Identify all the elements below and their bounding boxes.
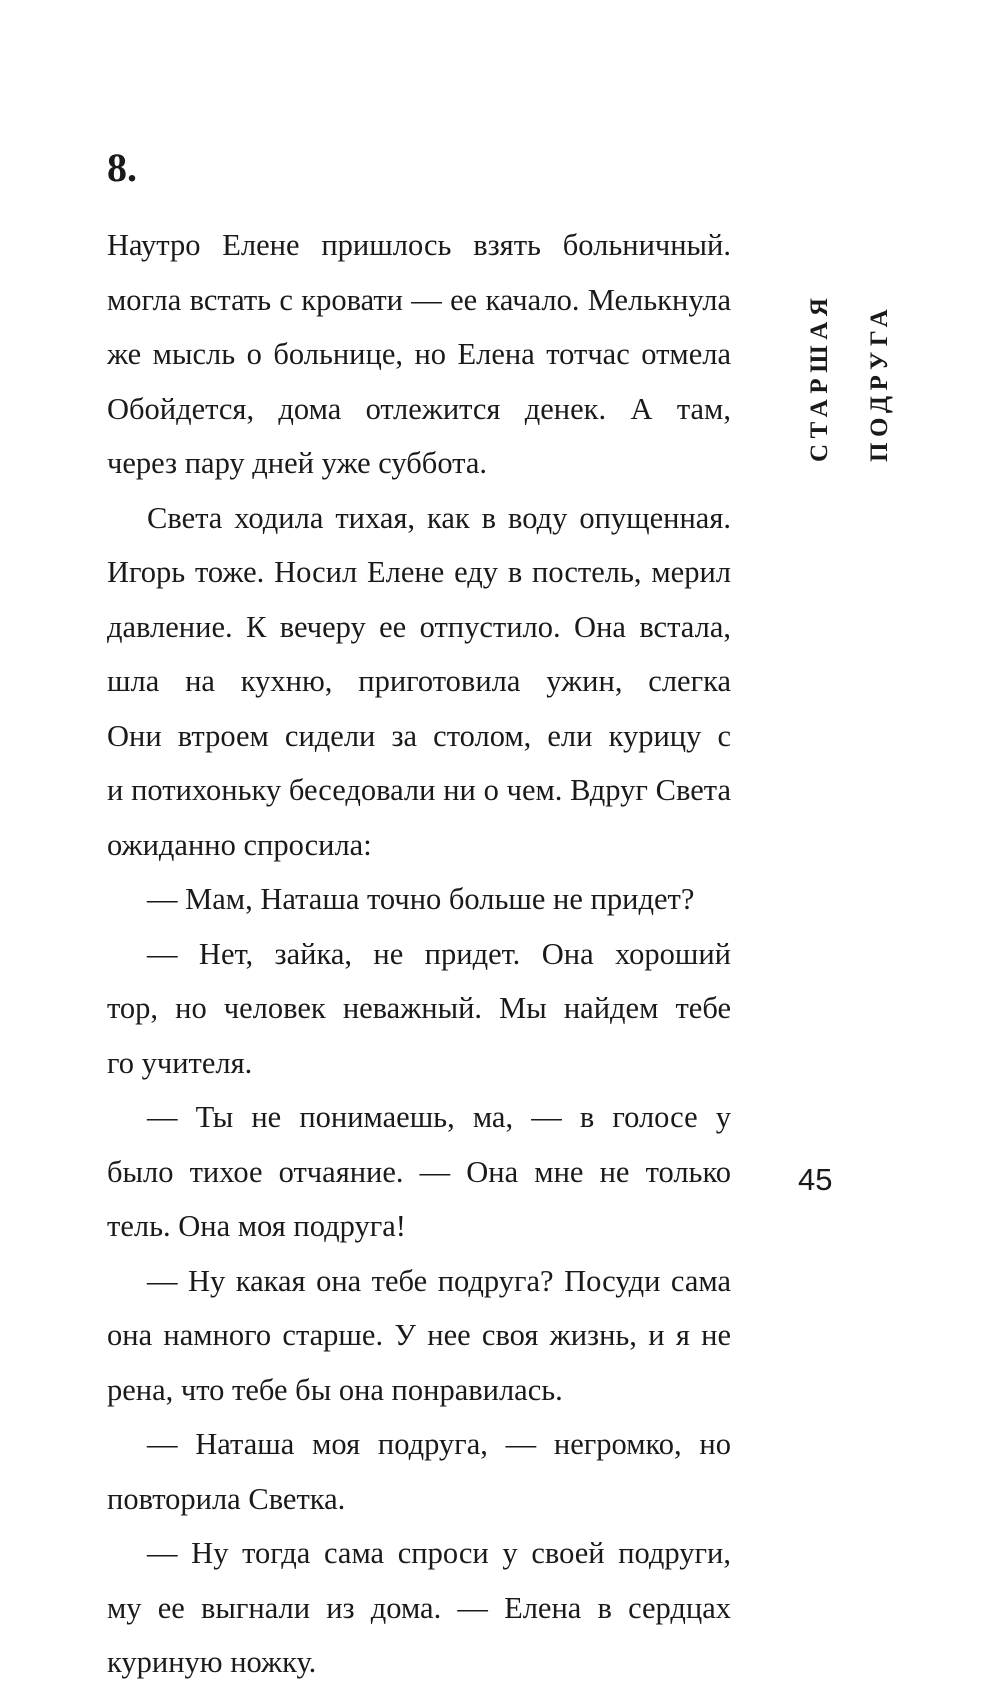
page-number: 45 bbox=[798, 1162, 833, 1197]
text-line: давление. К вечеру ее отпустило. Она встала, bbox=[107, 609, 731, 644]
text-line: — Ну какая она тебе подруга? Посуди сама bbox=[147, 1263, 731, 1298]
chapter-number: 8. bbox=[107, 145, 137, 190]
text-line: — Наташа моя подруга, — негромко, но bbox=[147, 1427, 731, 1461]
running-title: СТАРШАЯ ПОДРУГА bbox=[806, 292, 893, 462]
text-line: тель. Она моя подруга! bbox=[107, 1209, 406, 1243]
text-line: Они втроем сидели за столом, ели курицу с bbox=[107, 718, 731, 753]
text-line: могла встать с кровати — ее качало. Мелькнула bbox=[107, 282, 731, 317]
text-line: шла на кухню, приготовила ужин, слегка bbox=[107, 664, 731, 698]
text-line: Света ходила тихая, как в воду опущенная. bbox=[147, 500, 731, 535]
text-line: она намного старше. У нее своя жизнь, и я не bbox=[107, 1318, 731, 1352]
text-line: куриную ножку. bbox=[107, 1645, 317, 1679]
text-line: было тихое отчаяние. — Она мне не только bbox=[107, 1154, 731, 1189]
text-line: му ее выгнали из дома. — Елена в сердцах bbox=[107, 1590, 731, 1625]
text-line: Наутро Елене пришлось взять больничный. bbox=[107, 228, 731, 262]
text-line: тор, но человек неважный. Мы найдем тебе bbox=[107, 991, 731, 1025]
text-line: — Мам, Наташа точно больше не придет? bbox=[147, 882, 695, 916]
text-line: же мысль о больнице, но Елена тотчас отмела bbox=[107, 337, 731, 371]
text-line: и потихоньку беседовали ни о чем. Вдруг Света bbox=[107, 773, 731, 807]
text-line: через пару дней уже суббота. bbox=[107, 446, 488, 480]
text-line: — Нет, зайка, не придет. Она хороший bbox=[147, 936, 731, 971]
text-line: Обойдется, дома отлежится денек. А там, bbox=[107, 391, 731, 426]
body-text bbox=[107, 218, 731, 1690]
text-line: Игорь тоже. Носил Елене еду в постель, мерил bbox=[107, 555, 731, 589]
text-line: — Ты не понимаешь, ма, — в голосе у bbox=[147, 1100, 731, 1134]
text-line: ожиданно спросила: bbox=[107, 827, 372, 862]
text-line: — Ну тогда сама спроси у своей подруги, bbox=[147, 1536, 731, 1570]
text-line: повторила Светка. bbox=[107, 1481, 346, 1516]
text-line: рена, что тебе бы она понравилась. bbox=[107, 1372, 563, 1407]
text-line: го учителя. bbox=[107, 1045, 253, 1080]
